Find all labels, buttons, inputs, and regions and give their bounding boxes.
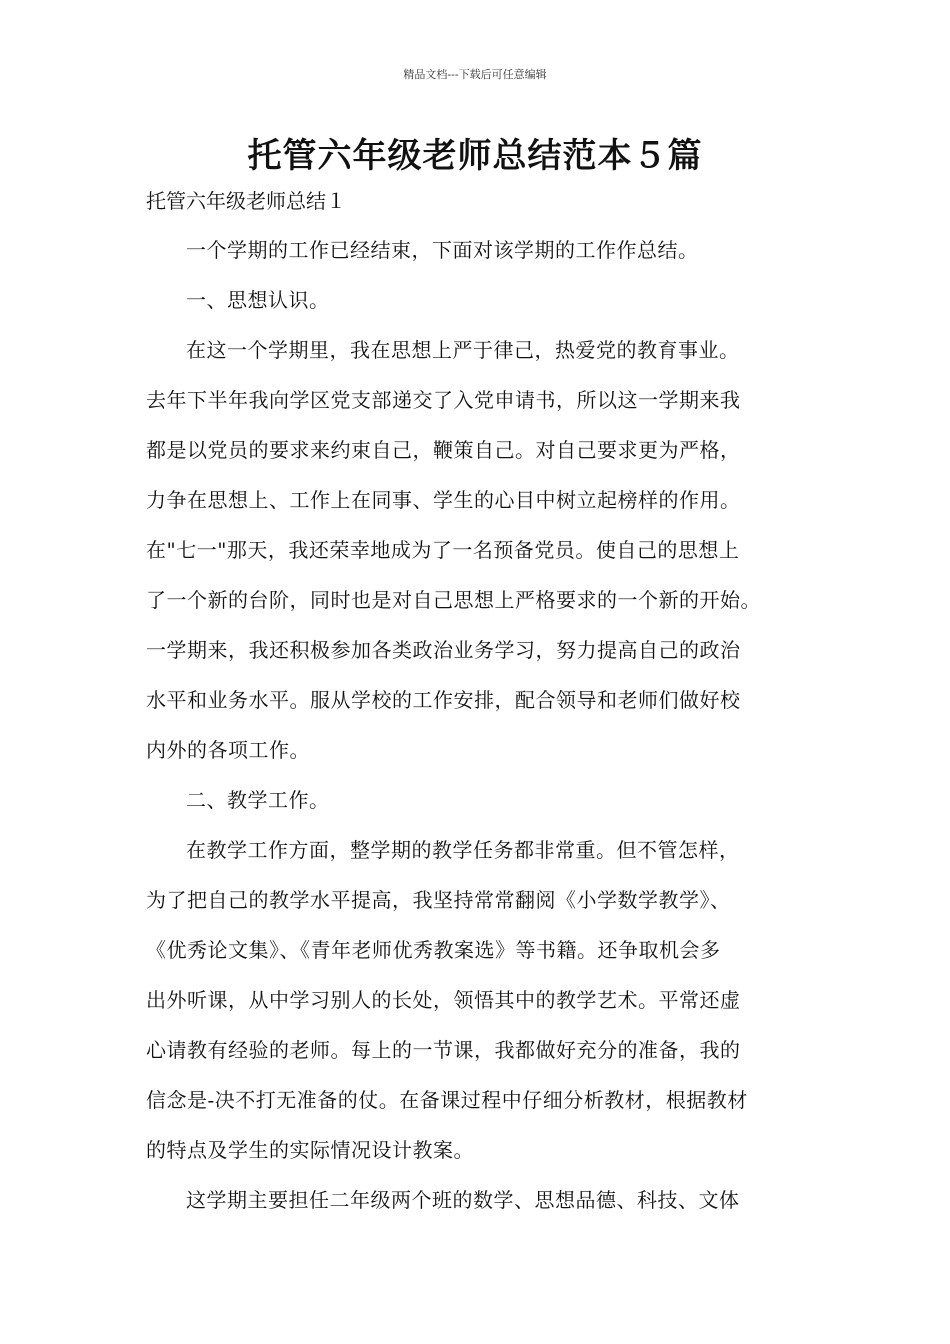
paragraph-line: 了一个新的台阶，同时也是对自己思想上严格要求的一个新的开始。 bbox=[146, 588, 761, 612]
section1-paragraph bbox=[146, 325, 836, 775]
intro-paragraph: 一个学期的工作已经结束，下面对该学期的工作作总结。 bbox=[186, 238, 699, 262]
section2-paragraph bbox=[146, 825, 836, 1175]
paragraph-line: 信念是-决不打无准备的仗。在备课过程中仔细分析教材，根据教材 bbox=[146, 1088, 748, 1112]
paragraph-line: 这学期主要担任二年级两个班的数学、思想品德、科技、文体 bbox=[186, 1188, 740, 1212]
paragraph-line: 《优秀论文集》、《青年老师优秀教案选》等书籍。还争取机会多 bbox=[146, 938, 721, 962]
paragraph-line: 心请教有经验的老师。每上的一节课，我都做好充分的准备，我的 bbox=[146, 1038, 741, 1062]
paragraph-line: 力争在思想上、工作上在同事、学生的心目中树立起榜样的作用。 bbox=[146, 488, 741, 512]
document-title: 托管六年级老师总结范本５篇 bbox=[247, 136, 703, 176]
document-body bbox=[146, 225, 836, 1225]
section3-paragraph bbox=[146, 1175, 836, 1225]
paragraph-line: 都是以党员的要求来约束自己，鞭策自己。对自己要求更为严格， bbox=[146, 438, 741, 462]
paragraph-line: 为了把自己的教学水平提高，我坚持常常翻阅《小学数学教学》、 bbox=[146, 888, 731, 912]
header-note: 精品文档---下载后可任意编辑 bbox=[403, 68, 547, 81]
paragraph-line: 出外听课，从中学习别人的长处，领悟其中的教学艺术。平常还虚 bbox=[146, 988, 741, 1012]
section2-heading: 二、教学工作。 bbox=[186, 788, 330, 812]
paragraph-line: 一学期来，我还积极参加各类政治业务学习，努力提高自己的政治 bbox=[146, 638, 741, 662]
paragraph-line: 的特点及学生的实际情况设计教案。 bbox=[146, 1138, 474, 1162]
paragraph-line: 在"七一"那天，我还荣幸地成为了一名预备党员。使自己的思想上 bbox=[146, 538, 740, 562]
paragraph-line: 水平和业务水平。服从学校的工作安排，配合领导和老师们做好校 bbox=[146, 688, 741, 712]
paragraph-line: 去年下半年我向学区党支部递交了入党申请书，所以这一学期来我 bbox=[146, 388, 741, 412]
paragraph-line: 在教学工作方面，整学期的教学任务都非常重。但不管怎样， bbox=[186, 838, 740, 862]
section1-heading: 一、思想认识。 bbox=[186, 288, 330, 312]
paragraph-line: 在这一个学期里，我在思想上严于律己，热爱党的教育事业。 bbox=[186, 338, 740, 362]
section-subheading: 托管六年级老师总结１ bbox=[146, 189, 346, 213]
paragraph-line: 内外的各项工作。 bbox=[146, 738, 310, 762]
